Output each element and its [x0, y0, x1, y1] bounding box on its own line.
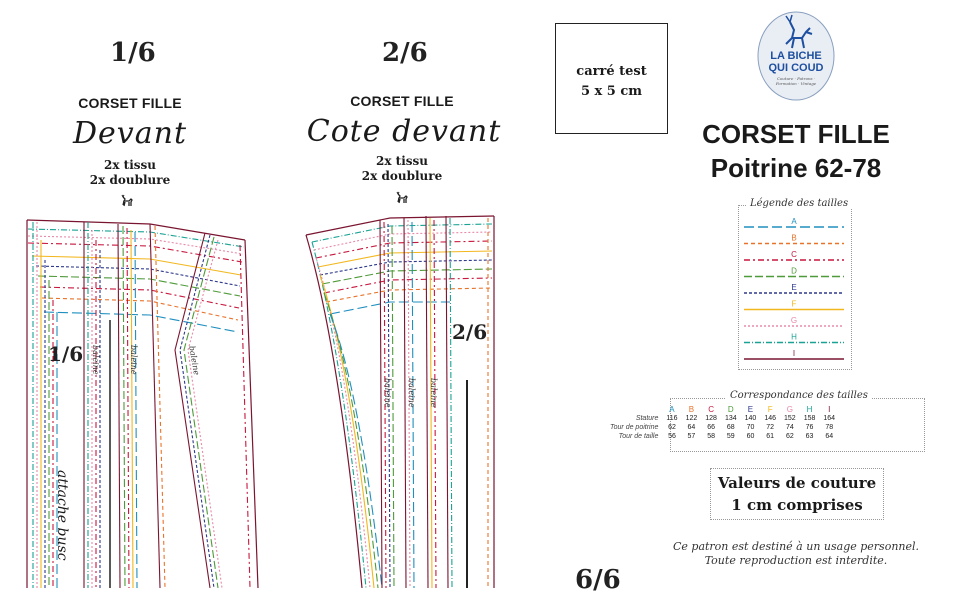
- piece-number-1: 1/6: [110, 38, 156, 68]
- legend-lines: [738, 215, 850, 365]
- table-cell: 66: [707, 424, 715, 431]
- test-square-label: carré test: [576, 64, 647, 79]
- size-header-h: H: [806, 405, 813, 414]
- table-cell: 134: [724, 415, 737, 422]
- piece-qty: [302, 154, 502, 184]
- table-cell: 140: [744, 415, 757, 422]
- pattern-piece-side-front: [300, 210, 500, 588]
- legend-letter-h: H: [791, 332, 797, 342]
- note-line1: Ce patron est destiné à un usage personnel.: [672, 540, 920, 553]
- table-cell: 164: [823, 415, 836, 422]
- row-label: Tour de taille: [618, 433, 659, 440]
- size-header-a: A: [669, 405, 675, 414]
- size-header-d: D: [727, 405, 734, 414]
- legend-letter-i: I: [792, 349, 796, 358]
- busk-label: attache busc: [54, 470, 70, 561]
- piece-number-2: 2/6: [382, 38, 428, 68]
- test-square-size: 5 x 5 cm: [580, 84, 643, 99]
- logo-line1: LA BICHE: [770, 50, 822, 62]
- size-header-b: B: [688, 405, 695, 414]
- size-header-f: F: [767, 405, 773, 414]
- size-header-g: G: [786, 405, 793, 414]
- boning-label: baleine: [383, 378, 392, 408]
- boning-label: baleine: [407, 378, 416, 408]
- table-cell: 116: [666, 415, 678, 422]
- logo-tagline: Couture · Patrons · Formation · Vintage: [775, 76, 817, 86]
- legend-letter-f: F: [791, 299, 797, 309]
- table-cell: 68: [726, 424, 735, 431]
- piece-title: CORSET FILLE: [78, 95, 182, 111]
- boning-label: baleine: [129, 345, 138, 375]
- legend-title: Légende des tailles: [746, 198, 852, 209]
- size-table: [606, 405, 839, 441]
- piece-name: Devant: [72, 116, 188, 151]
- legend-letter-c: C: [791, 250, 797, 259]
- table-cell: 146: [764, 415, 776, 422]
- size-header-c: C: [708, 405, 714, 414]
- legend-letter-e: E: [791, 283, 797, 292]
- table-cell: 74: [785, 424, 794, 431]
- table-cell: 62: [668, 424, 676, 431]
- table-row: [606, 423, 839, 432]
- piece-title: CORSET FILLE: [350, 93, 454, 109]
- table-cell: 72: [766, 424, 775, 431]
- document-title: CORSET FILLE: [702, 119, 890, 149]
- legend-letter-a: A: [791, 217, 797, 226]
- inner-piece-number-1: 1/6: [48, 342, 84, 366]
- table-cell: 60: [746, 433, 755, 440]
- table-row: [606, 414, 839, 423]
- table-cell: 63: [805, 433, 814, 440]
- table-cell: 56: [668, 433, 676, 440]
- deer-icon: [395, 191, 409, 205]
- piece-name: Cote devant: [306, 114, 502, 149]
- usage-note: [666, 540, 926, 568]
- seam-allowance-box: [710, 468, 884, 520]
- note-line2: Toute reproduction est interdite.: [704, 554, 888, 567]
- row-label: Tour de poitrine: [610, 424, 659, 431]
- table-cell: 152: [784, 415, 796, 422]
- table-cell: 57: [687, 433, 696, 440]
- document-subtitle: Poitrine 62-78: [710, 153, 882, 183]
- boning-label: baleine: [91, 345, 100, 375]
- table-cell: 62: [785, 433, 794, 440]
- piece-qty: [30, 158, 230, 188]
- boning-label: baleine: [429, 378, 438, 408]
- pattern-piece-front: [0, 200, 260, 588]
- piece-number-6: 6/6: [575, 565, 621, 595]
- inner-piece-number-2: 2/6: [452, 320, 488, 344]
- legend-letter-b: B: [791, 233, 797, 243]
- table-row: [606, 432, 839, 441]
- table-cell: 158: [803, 415, 816, 422]
- size-table-title: Correspondance des tailles: [726, 390, 872, 401]
- seam-line2: 1 cm comprises: [731, 496, 863, 514]
- seam-line1: Valeurs de couture: [717, 474, 877, 492]
- test-square: [555, 23, 668, 134]
- table-cell: 78: [825, 424, 834, 431]
- qty-fabric: 2x tissu: [103, 158, 157, 172]
- boning-label: baleine: [187, 345, 202, 376]
- table-cell: 122: [685, 415, 698, 422]
- qty-lining: 2x doublure: [361, 169, 443, 183]
- table-cell: 64: [825, 433, 834, 440]
- table-cell: 58: [707, 433, 715, 440]
- logo-line2: QUI COUD: [768, 62, 824, 74]
- table-cell: 76: [805, 424, 814, 431]
- logo-text: [756, 50, 836, 74]
- table-cell: 128: [705, 415, 717, 422]
- legend-letter-g: G: [790, 316, 798, 325]
- qty-lining: 2x doublure: [89, 173, 171, 187]
- qty-fabric: 2x tissu: [375, 154, 429, 168]
- table-cell: 70: [746, 424, 755, 431]
- table-cell: 64: [687, 424, 696, 431]
- legend-letter-d: D: [791, 266, 797, 276]
- size-header-e: E: [747, 405, 754, 414]
- table-cell: 61: [766, 433, 775, 440]
- row-label: Stature: [635, 415, 659, 422]
- table-cell: 59: [726, 433, 735, 440]
- size-header-i: I: [828, 405, 831, 414]
